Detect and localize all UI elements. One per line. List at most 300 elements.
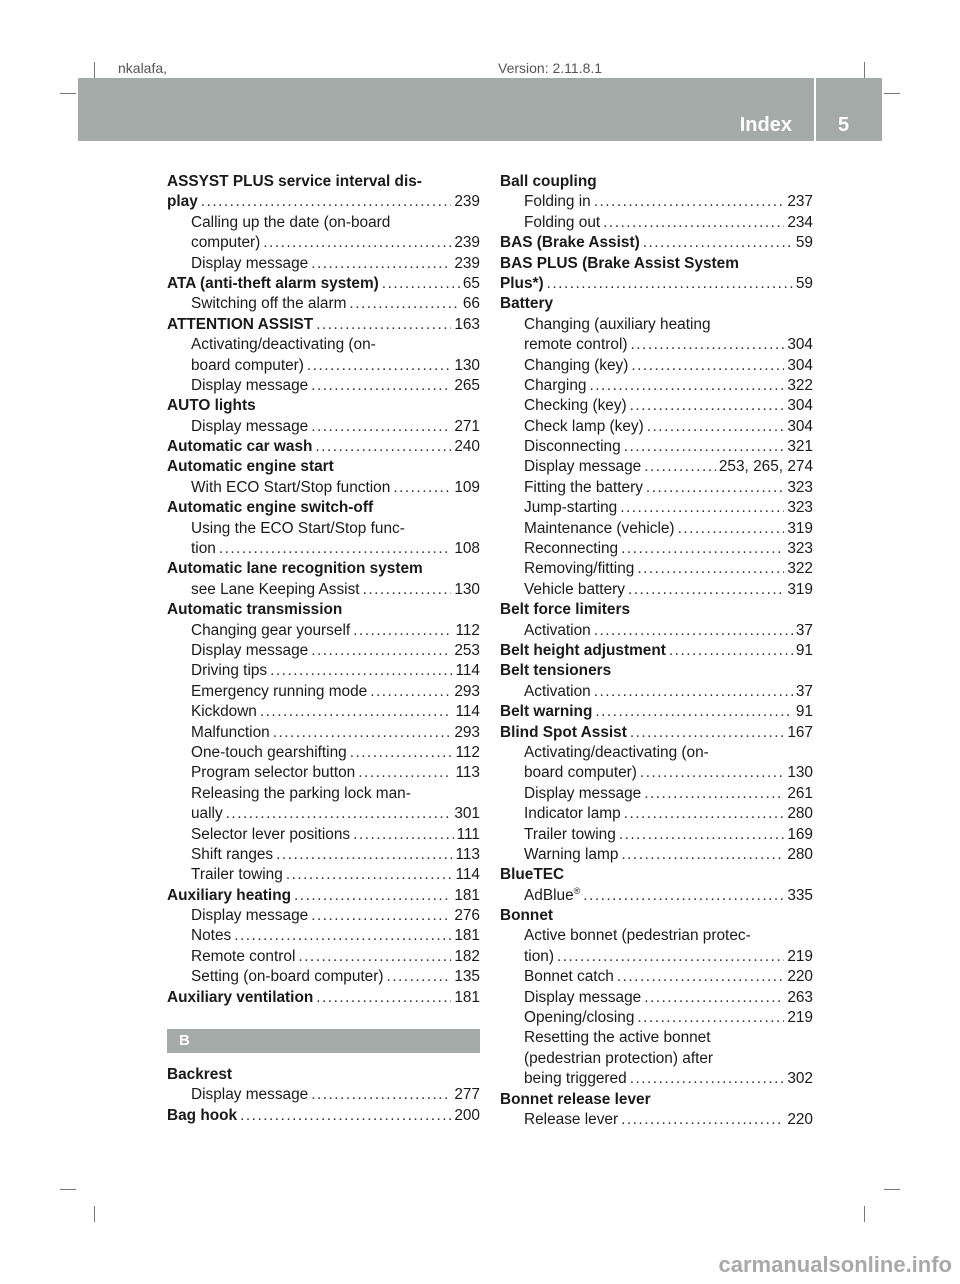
index-subentry[interactable] [167, 661, 480, 681]
page-reference[interactable]: 239 [454, 234, 480, 252]
dot-leader [620, 498, 784, 518]
index-subentry [167, 784, 480, 804]
index-subentry[interactable] [500, 804, 813, 824]
dot-leader [201, 192, 452, 212]
index-subentry[interactable] [500, 417, 813, 437]
index-subentry[interactable] [500, 988, 813, 1008]
page-reference[interactable]: 114 [455, 866, 480, 884]
page-reference[interactable]: 130 [787, 764, 813, 782]
page-reference[interactable]: 91 [795, 641, 813, 659]
page-reference[interactable]: 130 [454, 580, 480, 598]
page-reference[interactable]: 301 [454, 805, 480, 823]
entry-label: Trailer towing [191, 866, 283, 884]
watermark: carmanualsonline.info [718, 1252, 952, 1277]
entry-label: tion [191, 540, 216, 558]
index-subentry[interactable] [167, 417, 480, 437]
index-subentry[interactable] [500, 457, 813, 477]
entry-label: Changing (auxiliary heating [524, 315, 711, 333]
entry-label: Auxiliary heating [167, 886, 292, 904]
page-reference[interactable]: 167 [787, 723, 813, 741]
index-entry[interactable] [500, 702, 813, 722]
entry-label: Charging [524, 376, 587, 394]
dot-leader [311, 254, 451, 274]
index-subentry[interactable] [167, 906, 480, 926]
index-subentry[interactable] [167, 743, 480, 763]
page-reference[interactable]: 253, 265, 274 [718, 458, 813, 476]
entry-label: Fitting the battery [524, 478, 643, 496]
entry-label: Trailer towing [524, 825, 616, 843]
index-subentry[interactable] [167, 254, 480, 274]
dot-leader [350, 743, 453, 763]
page-reference[interactable]: 200 [454, 1106, 480, 1124]
entry-label: Display message [524, 988, 642, 1006]
index-subentry [167, 213, 480, 233]
dot-leader [358, 763, 452, 783]
dot-leader [382, 274, 460, 294]
page-reference[interactable]: 302 [787, 1070, 813, 1088]
dot-leader [349, 294, 459, 314]
dot-leader [311, 906, 451, 926]
entry-label: Changing gear yourself [191, 621, 351, 639]
index-subentry[interactable] [500, 621, 813, 641]
dot-leader [619, 825, 785, 845]
page-reference[interactable]: 322 [787, 376, 813, 394]
index-entry [167, 172, 480, 192]
entry-label: Display message [191, 376, 309, 394]
index-entry[interactable] [167, 437, 480, 457]
entry-label: Display message [191, 907, 309, 925]
index-subentry[interactable] [167, 702, 480, 722]
index-subentry[interactable] [167, 376, 480, 396]
index-subentry[interactable] [167, 845, 480, 865]
index-entry [500, 661, 813, 681]
page-reference[interactable]: 304 [787, 397, 813, 415]
letter-heading: B [167, 1029, 480, 1053]
entry-label: Maintenance (vehicle) [524, 519, 675, 537]
page-reference[interactable]: 108 [454, 540, 480, 558]
index-entry[interactable] [167, 274, 480, 294]
dot-leader [273, 723, 452, 743]
entry-label: Checking (key) [524, 397, 627, 415]
index-subentry[interactable] [500, 967, 813, 987]
dot-leader [603, 213, 784, 233]
entry-label: board computer) [191, 356, 304, 374]
page-reference[interactable]: 220 [787, 1110, 813, 1128]
page-reference[interactable]: 240 [454, 438, 480, 456]
entry-label: Blind Spot Assist [500, 723, 627, 741]
dot-leader [644, 457, 716, 477]
index-entry[interactable] [500, 274, 813, 294]
page-reference[interactable]: 293 [454, 723, 480, 741]
page-reference[interactable]: 319 [787, 580, 813, 598]
entry-label: computer) [191, 234, 261, 252]
entry-label: Belt force limiters [500, 601, 631, 619]
entry-label: board computer) [524, 764, 637, 782]
index-entry[interactable] [167, 192, 480, 212]
entry-label: Kickdown [191, 703, 257, 721]
index-subentry[interactable] [500, 396, 813, 416]
page-reference[interactable]: 219 [787, 947, 813, 965]
entry-label: Selector lever positions [191, 825, 351, 843]
entry-label: AdBlue® [524, 885, 581, 904]
dot-leader [646, 478, 784, 498]
entry-label: Display message [191, 254, 309, 272]
dot-leader [624, 804, 785, 824]
dot-leader [640, 763, 784, 783]
page-reference[interactable]: 114 [455, 662, 480, 680]
entry-label: Indicator lamp [524, 805, 621, 823]
entry-label: see Lane Keeping Assist [191, 580, 360, 598]
index-subentry[interactable] [167, 763, 480, 783]
page-reference[interactable]: 112 [455, 621, 480, 639]
dot-leader [630, 723, 784, 743]
page-reference[interactable]: 276 [454, 907, 480, 925]
index-subentry[interactable] [167, 478, 480, 498]
dot-leader [589, 376, 784, 396]
index-subentry[interactable] [500, 784, 813, 804]
page-reference[interactable]: 265 [454, 376, 480, 394]
dot-leader [678, 519, 785, 539]
entry-label: Automatic engine start [167, 458, 334, 476]
dot-leader [583, 886, 784, 906]
page-reference[interactable]: 253 [454, 641, 480, 659]
index-entry [500, 865, 813, 885]
dot-leader [311, 417, 451, 437]
index-subentry[interactable] [500, 559, 813, 579]
header-divider [814, 78, 816, 141]
dot-leader [621, 845, 784, 865]
index-subentry[interactable] [167, 682, 480, 702]
page-reference[interactable]: 261 [787, 784, 813, 802]
index-subentry[interactable] [500, 192, 813, 212]
entry-label: Warning lamp [524, 845, 619, 863]
entry-label: Vehicle battery [524, 580, 625, 598]
index-subentry [500, 1028, 813, 1048]
index-subentry[interactable] [167, 580, 480, 600]
index-entry[interactable] [500, 723, 813, 743]
index-subentry[interactable] [167, 865, 480, 885]
page-reference[interactable]: 91 [795, 703, 813, 721]
page-reference[interactable]: 37 [795, 682, 813, 700]
dot-leader [631, 356, 784, 376]
entry-label: Releasing the parking lock man- [191, 784, 411, 802]
index-subentry[interactable] [500, 763, 813, 783]
index-entry [500, 600, 813, 620]
dot-leader [624, 437, 785, 457]
print-user-text: nkalafa, [118, 60, 168, 76]
page-reference[interactable]: 239 [454, 254, 480, 272]
index-entry [500, 172, 813, 192]
page-reference[interactable]: 239 [454, 193, 480, 211]
dot-leader [594, 192, 785, 212]
page-reference[interactable]: 113 [455, 845, 480, 863]
page-reference[interactable]: 219 [787, 1009, 813, 1027]
entry-label: One-touch gearshifting [191, 743, 347, 761]
page-reference[interactable]: 234 [787, 213, 813, 231]
index-subentry[interactable] [167, 723, 480, 743]
index-subentry[interactable] [500, 1008, 813, 1028]
index-subentry[interactable] [500, 437, 813, 457]
index-subentry [500, 926, 813, 946]
entry-label: being triggered [524, 1070, 627, 1088]
index-subentry[interactable] [167, 825, 480, 845]
dot-leader [644, 784, 784, 804]
dot-leader [286, 865, 453, 885]
page-reference[interactable]: 182 [454, 947, 480, 965]
index-subentry[interactable] [500, 825, 813, 845]
dot-leader [353, 825, 453, 845]
index-subentry[interactable] [167, 641, 480, 661]
page-reference[interactable]: 37 [795, 621, 813, 639]
crop-mark [864, 62, 865, 78]
index-subentry [500, 743, 813, 763]
entry-label: Backrest [167, 1066, 233, 1084]
entry-label: Activating/deactivating (on- [524, 743, 709, 761]
entry-label: Automatic engine switch-off [167, 499, 374, 517]
page-reference[interactable]: 114 [455, 703, 480, 721]
page-reference[interactable]: 293 [454, 682, 480, 700]
page-reference[interactable]: 280 [787, 845, 813, 863]
index-subentry[interactable] [500, 845, 813, 865]
entry-label: Check lamp (key) [524, 417, 644, 435]
index-subentry[interactable] [500, 947, 813, 967]
index-entry [500, 906, 813, 926]
page-reference[interactable]: 112 [455, 743, 480, 761]
entry-label: Display message [191, 417, 309, 435]
index-subentry[interactable] [500, 682, 813, 702]
index-subentry[interactable] [500, 539, 813, 559]
dot-leader [631, 335, 785, 355]
page-reference[interactable]: 130 [454, 356, 480, 374]
entry-label: play [167, 193, 198, 211]
entry-label: BlueTEC [500, 866, 565, 884]
entry-label: Ball coupling [500, 173, 597, 190]
page-reference[interactable]: 263 [787, 988, 813, 1006]
entry-label: ATA (anti-theft alarm system) [167, 274, 379, 292]
entry-label: Activation [524, 682, 591, 700]
dot-leader [594, 682, 793, 702]
entry-label: Belt tensioners [500, 662, 612, 680]
dot-leader [595, 702, 793, 722]
crop-mark [884, 93, 900, 94]
dot-leader [643, 233, 793, 253]
index-subentry[interactable] [167, 967, 480, 987]
dot-leader [630, 1069, 785, 1089]
dot-leader [298, 947, 451, 967]
index-subentry[interactable] [167, 233, 480, 253]
dot-leader [386, 967, 451, 987]
page-reference[interactable]: 304 [787, 336, 813, 354]
entry-label: Automatic lane recognition system [167, 560, 423, 578]
dot-leader [647, 417, 785, 437]
entry-label: Switching off the alarm [191, 295, 347, 313]
dot-leader [226, 804, 452, 824]
dot-leader [363, 580, 452, 600]
dot-leader [393, 478, 451, 498]
index-subentry[interactable] [500, 1110, 813, 1130]
index-subentry[interactable] [500, 376, 813, 396]
index-subentry[interactable] [500, 498, 813, 518]
entry-label: tion) [524, 947, 554, 965]
index-entry [167, 1065, 480, 1085]
index-subentry[interactable] [500, 886, 813, 906]
entry-label: Emergency running mode [191, 682, 368, 700]
section-title: Index [739, 114, 792, 136]
page-reference[interactable]: 66 [462, 295, 480, 313]
page-reference[interactable]: 109 [454, 478, 480, 496]
dot-leader [311, 376, 451, 396]
index-subentry[interactable] [500, 478, 813, 498]
index-subentry[interactable] [500, 213, 813, 233]
index-subentry[interactable] [500, 356, 813, 376]
entry-label: Changing (key) [524, 356, 629, 374]
page-reference[interactable]: 113 [455, 764, 480, 782]
index-subentry[interactable] [167, 1085, 480, 1105]
page-reference[interactable]: 111 [456, 825, 480, 843]
entry-label: BAS PLUS (Brake Assist System [500, 254, 739, 272]
index-entry[interactable] [167, 315, 480, 335]
entry-label: Active bonnet (pedestrian protec- [524, 927, 751, 945]
entry-label: Activating/deactivating (on- [191, 336, 376, 354]
entry-label: Malfunction [191, 723, 270, 741]
page-reference[interactable]: 181 [454, 988, 480, 1006]
page-reference[interactable]: 323 [787, 499, 813, 517]
dot-leader [316, 315, 451, 335]
entry-label: Display message [191, 641, 309, 659]
page-reference[interactable]: 169 [787, 825, 813, 843]
page-reference[interactable]: 135 [454, 968, 480, 986]
page-reference[interactable]: 280 [787, 805, 813, 823]
page-reference[interactable]: 271 [454, 417, 480, 435]
dot-leader [370, 682, 451, 702]
index-entry [167, 457, 480, 477]
entry-label: Bonnet release lever [500, 1090, 651, 1108]
page-reference[interactable]: 163 [454, 315, 480, 333]
entry-label: Plus*) [500, 274, 544, 292]
entry-label: Bonnet [500, 907, 554, 925]
dot-leader [263, 233, 451, 253]
dot-leader [311, 1085, 451, 1105]
dot-leader [294, 886, 451, 906]
index-subentry[interactable] [500, 580, 813, 600]
print-info-strip [0, 58, 960, 78]
index-subentry [500, 315, 813, 335]
page-reference[interactable]: 321 [787, 438, 813, 456]
entry-label: Display message [191, 1086, 309, 1104]
index-subentry[interactable] [500, 335, 813, 355]
entry-label: ually [191, 805, 223, 823]
index-entry[interactable] [167, 886, 480, 906]
index-entry[interactable] [167, 1106, 480, 1126]
page-reference[interactable]: 304 [787, 417, 813, 435]
dot-leader [240, 1106, 451, 1126]
index-subentry[interactable] [167, 621, 480, 641]
dot-leader [621, 539, 784, 559]
entry-label: Using the ECO Start/Stop func- [191, 519, 405, 537]
index-subentry[interactable] [167, 539, 480, 559]
page-reference[interactable]: 323 [787, 540, 813, 558]
dot-leader [594, 621, 793, 641]
page-reference[interactable]: 277 [454, 1086, 480, 1104]
crop-mark [884, 1189, 900, 1190]
index-entry [167, 600, 480, 620]
dot-leader [669, 641, 793, 661]
index-subentry[interactable] [167, 926, 480, 946]
dot-leader [260, 702, 453, 722]
page-reference[interactable]: 322 [787, 560, 813, 578]
dot-leader [311, 641, 451, 661]
dot-leader [316, 988, 451, 1008]
entry-label: Driving tips [191, 662, 268, 680]
page-reference[interactable]: 181 [454, 886, 480, 904]
crop-mark [864, 1206, 865, 1222]
index-entry[interactable] [500, 641, 813, 661]
page-reference[interactable]: 65 [462, 274, 480, 292]
index-subentry[interactable] [500, 519, 813, 539]
page-reference[interactable]: 304 [787, 356, 813, 374]
dot-leader [637, 559, 784, 579]
crop-mark [94, 1206, 95, 1222]
entry-label: Remote control [191, 947, 296, 965]
dot-leader [276, 845, 452, 865]
entry-label: With ECO Start/Stop function [191, 478, 391, 496]
entry-label: Battery [500, 295, 554, 313]
entry-label: Bag hook [167, 1106, 238, 1124]
index-subentry[interactable] [167, 294, 480, 314]
entry-label: AUTO lights [167, 397, 256, 415]
page-reference[interactable]: 237 [787, 193, 813, 211]
page-number: 5 [838, 114, 850, 136]
page-reference[interactable]: 319 [787, 519, 813, 537]
entry-label: Folding out [524, 213, 601, 231]
crop-mark [60, 1189, 76, 1190]
index-subentry[interactable] [167, 947, 480, 967]
page-header [78, 78, 882, 141]
page-reference[interactable]: 323 [787, 478, 813, 496]
page-reference[interactable]: 335 [787, 886, 813, 904]
print-version-text: Version: 2.11.8.1 [498, 60, 603, 76]
index-subentry[interactable] [167, 804, 480, 824]
crop-mark [60, 93, 76, 94]
index-subentry[interactable] [167, 356, 480, 376]
index-subentry[interactable] [500, 1069, 813, 1089]
dot-leader [270, 661, 452, 681]
index-entry [500, 1090, 813, 1110]
index-entry[interactable] [167, 988, 480, 1008]
registered-mark: ® [573, 885, 581, 896]
entry-label: Auxiliary ventilation [167, 988, 314, 1006]
entry-label: Calling up the date (on-board [191, 213, 391, 231]
entry-label: Belt warning [500, 703, 593, 721]
index-entry [500, 254, 813, 274]
page-reference[interactable]: 220 [787, 968, 813, 986]
entry-label: Resetting the active bonnet [524, 1029, 711, 1047]
entry-label: Release lever [524, 1110, 619, 1128]
page-reference[interactable]: 181 [454, 927, 480, 945]
entry-label: Disconnecting [524, 438, 621, 456]
entry-label: Display message [524, 458, 642, 476]
entry-label: Automatic transmission [167, 601, 343, 619]
dot-leader [557, 947, 784, 967]
page-reference[interactable]: 59 [795, 274, 813, 292]
index-entry[interactable] [500, 233, 813, 253]
index-subentry [500, 1049, 813, 1069]
page-reference[interactable]: 59 [795, 234, 813, 252]
entry-label: ASSYST PLUS service interval dis- [167, 173, 422, 190]
entry-label: Opening/closing [524, 1009, 635, 1027]
entry-label: Removing/fitting [524, 560, 635, 578]
dot-leader [315, 437, 451, 457]
